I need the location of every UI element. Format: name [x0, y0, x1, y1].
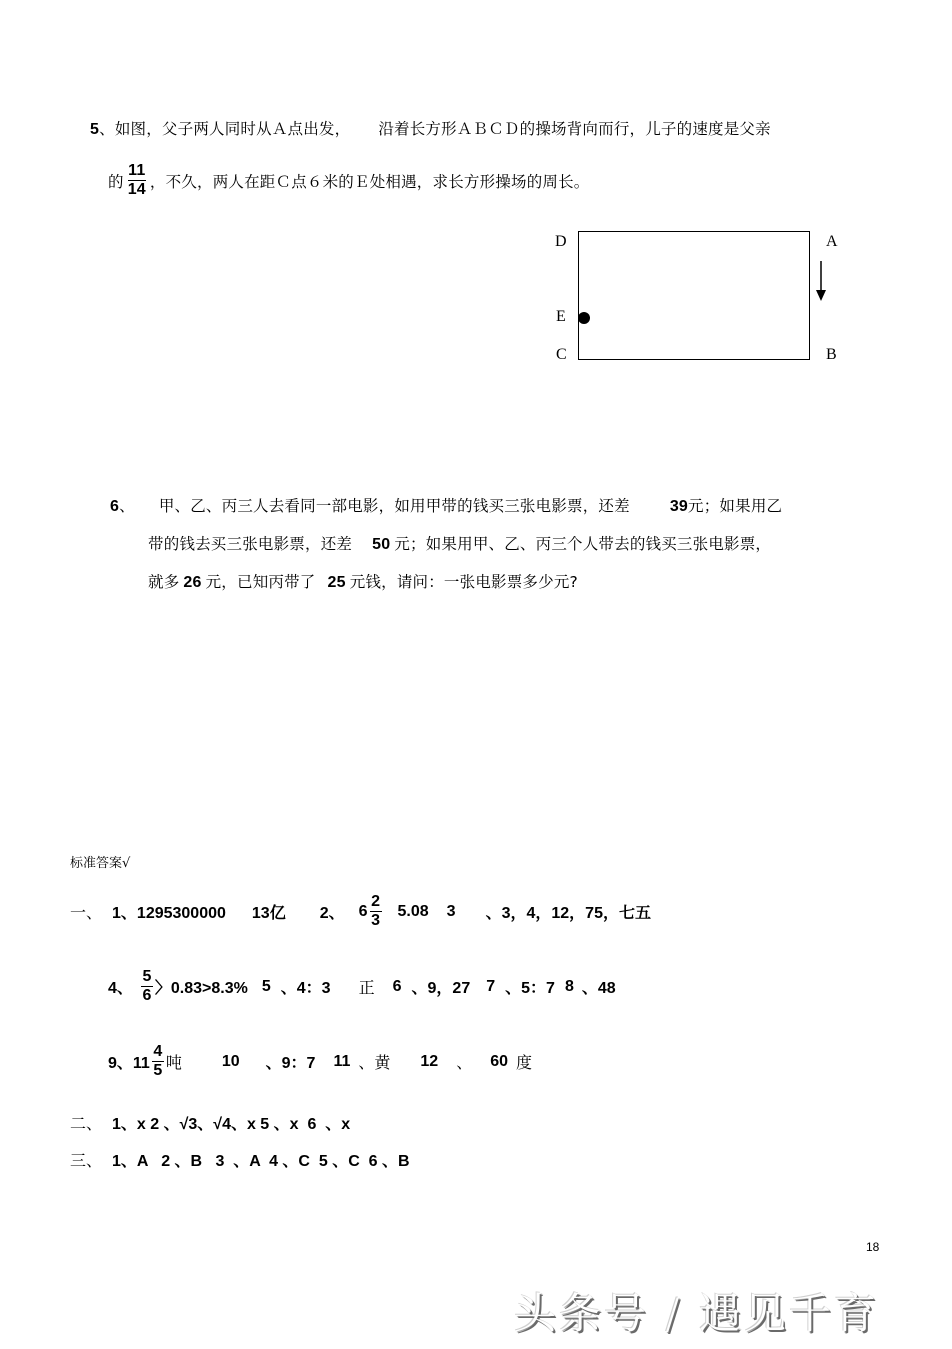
- answer-4b: 〉0.83>8.3%: [154, 980, 248, 997]
- answer-8: 8: [564, 977, 574, 995]
- q5-line2: [108, 162, 590, 199]
- answer-7b: 、5：7: [505, 980, 555, 997]
- answer-4: 4、: [108, 980, 133, 997]
- label-D: D: [555, 233, 567, 250]
- q5-text-1a: 如图，父子两人同时从Ａ点出发，: [114, 120, 351, 138]
- q6-line2: [148, 532, 771, 554]
- answer-4-fraction: [141, 968, 153, 1005]
- section3-text: 1、A 2 、B 3 、A 4 、C 5 、C 6 、B: [112, 1153, 410, 1170]
- down-arrow-icon: [814, 260, 828, 302]
- point-E-dot: [578, 312, 590, 324]
- answers-section2: [70, 1111, 350, 1134]
- label-C: C: [556, 346, 567, 363]
- fraction-denominator: 3: [371, 912, 380, 929]
- answers-section1-row1: [70, 893, 651, 930]
- answer-3b: 、3，4，12，75，七五: [485, 905, 651, 922]
- answer-6: 6: [392, 977, 402, 995]
- answers-section1-row3: [108, 1043, 532, 1080]
- q6-text-1a: 甲、乙、丙三人去看同一部电影，如用甲带的钱买三张电影票，还差: [158, 497, 630, 515]
- fraction-numerator: 4: [153, 1043, 163, 1060]
- q5-text-1b: 沿着长方形ＡＢＣＤ的操场背向而行，儿子的速度是父亲: [378, 120, 771, 138]
- answer-10b: 、9：7: [265, 1055, 316, 1072]
- fraction-denominator: 14: [127, 181, 146, 198]
- rectangle-field: [578, 231, 810, 360]
- fraction-numerator: 11: [128, 162, 146, 179]
- q6-text-2a: 带的钱去买三张电影票，还差: [148, 535, 353, 553]
- answers-section1-row2: [108, 968, 616, 1005]
- answer-2-fraction: [370, 893, 382, 930]
- section1-label: 一、: [70, 903, 103, 922]
- q6-text-3c: 元钱，请问：一张电影票多少元?: [349, 573, 578, 591]
- answer-12c: 60: [490, 1052, 508, 1070]
- answers-section3: [70, 1148, 410, 1171]
- label-B: B: [826, 346, 837, 363]
- watermark: 头条号 / 遇见千育: [514, 1289, 879, 1338]
- answer-7: 7: [486, 977, 496, 995]
- fraction-numerator: 2: [371, 893, 380, 910]
- answer-5c: 正: [358, 978, 375, 997]
- answer-12: 12: [420, 1052, 439, 1070]
- answer-9: 9、11: [108, 1055, 150, 1072]
- answer-5: 5: [261, 977, 271, 995]
- q6-n1: 39: [669, 498, 689, 515]
- q5-line1: [90, 117, 771, 139]
- answer-10: 10: [221, 1052, 240, 1070]
- q6-n4: 25: [327, 574, 346, 591]
- fraction-denominator: 6: [142, 987, 152, 1004]
- section2-label: 二、: [70, 1114, 103, 1133]
- answer-9b: 吨: [165, 1053, 182, 1072]
- fraction-denominator: 5: [153, 1062, 163, 1079]
- q5-fraction: [128, 162, 146, 199]
- answer-1b: 13亿: [251, 905, 286, 922]
- q6-number: 6: [110, 498, 120, 515]
- q6-text-3a: 就多: [148, 573, 180, 591]
- answer-12d: 度: [516, 1053, 533, 1072]
- answer-2-whole: 6: [358, 902, 368, 920]
- label-E: E: [556, 308, 566, 325]
- q5-text-2-suffix: ，不久，两人在距Ｃ点６米的Ｅ处相遇，求长方形操场的周长。: [149, 172, 590, 191]
- answer-12b: 、: [456, 1053, 473, 1072]
- q5-sep: 、: [99, 120, 115, 138]
- q6-text-1b: 元；如果用乙: [688, 497, 783, 515]
- answer-2b: 5.08: [397, 902, 429, 920]
- q6-sep: 、: [119, 497, 135, 515]
- q6-line3: [148, 570, 578, 592]
- page-number: 18: [866, 1240, 880, 1254]
- section2-text: 1、x 2 、√3、√4、x 5 、x 6 、x: [112, 1116, 351, 1133]
- section3-label: 三、: [70, 1151, 103, 1170]
- answer-3: 3: [446, 902, 456, 920]
- answer-6b: 、9，27: [411, 980, 471, 997]
- label-A: A: [826, 233, 838, 250]
- answer-9-fraction: [152, 1043, 164, 1080]
- fraction-numerator: 5: [142, 968, 152, 985]
- q6-text-2b: 元；如果用甲、乙、丙三个人带去的钱买三张电影票，: [394, 535, 772, 553]
- answer-5b: 、4：3: [280, 980, 331, 997]
- answers-heading: 标准答案√: [70, 856, 131, 871]
- q5-number: 5: [90, 121, 100, 138]
- q6-n3: 26: [183, 574, 202, 591]
- answer-11: 11: [333, 1052, 351, 1070]
- answer-2: 2、: [319, 905, 345, 922]
- q6-line1: [110, 494, 782, 516]
- answer-8b: 、48: [581, 980, 616, 997]
- answer-11b: 、黄: [358, 1053, 391, 1072]
- answer-1: 1、1295300000: [112, 905, 226, 922]
- q6-n2: 50: [372, 536, 391, 553]
- q6-text-3b: 元，已知丙带了: [205, 573, 316, 591]
- q5-text-2-prefix: 的: [108, 172, 124, 191]
